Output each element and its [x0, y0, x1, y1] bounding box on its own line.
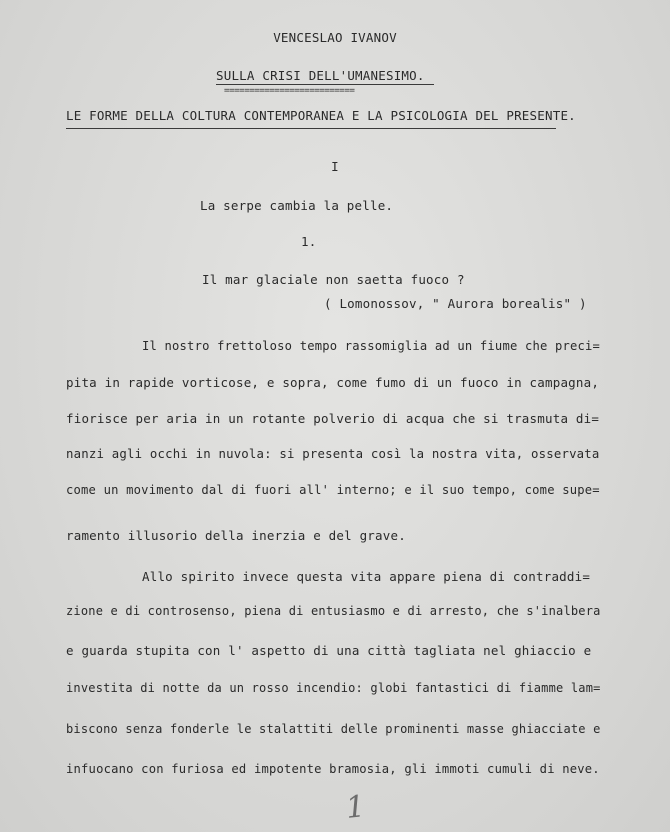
paragraph1-line: pita in rapide vorticose, e sopra, come fumo di un fuoco in campagna, [66, 375, 600, 390]
section-number: 1. [301, 234, 317, 249]
paragraph1-line: nanzi agli occhi in nuvola: si presenta così la nostra vita, osservata [66, 447, 600, 461]
paragraph2-line: zione e di controsenso, piena di entusiasmo e di arresto, che s'inalbera [66, 604, 601, 618]
paragraph1-line: Il nostro frettoloso tempo rassomiglia ad un fiume che preci= [142, 339, 601, 353]
paragraph1-line: fiorisce per aria in un rotante polverio di acqua che si trasmuta di= [66, 411, 600, 426]
epigraph-attribution: ( Lomonossov, " Aurora borealis" ) [324, 296, 587, 311]
paragraph2-line: e guarda stupita con l' aspetto di una città tagliata nel ghiaccio e [66, 643, 592, 658]
paragraph1-line: come un movimento dal di fuori all' interno; e il suo tempo, come supe= [66, 483, 600, 497]
document-subtitle: LE FORME DELLA COLTURA CONTEMPORANEA E LA PSICOLOGIA DEL PRESENTE. [66, 108, 576, 123]
paragraph2-line: investita di notte da un rosso incendio: globi fantastici di fiamme lam= [66, 681, 601, 695]
handwritten-page-number: 1 [344, 789, 367, 826]
paragraph1-line: ramento illusorio della inerzia e del grave. [66, 528, 406, 543]
author-name: VENCESLAO IVANOV [273, 30, 397, 45]
paragraph2-line: Allo spirito invece questa vita appare piena di contraddi= [142, 569, 591, 584]
document-title: SULLA CRISI DELL'UMANESIMO. [216, 68, 425, 83]
epigraph-quote: Il mar glaciale non saetta fuoco ? [202, 272, 465, 287]
part-numeral: I [331, 159, 339, 174]
subtitle-underline [66, 128, 556, 129]
paragraph2-line: infuocano con furiosa ed impotente bramosia, gli immoti cumuli di neve. [66, 762, 600, 776]
paragraph2-line: biscono senza fonderle le stalattiti delle prominenti masse ghiacciate e [66, 722, 601, 736]
title-double-underline: ========================== [224, 86, 355, 96]
title-underline [216, 84, 434, 85]
section-title: La serpe cambia la pelle. [200, 198, 394, 213]
